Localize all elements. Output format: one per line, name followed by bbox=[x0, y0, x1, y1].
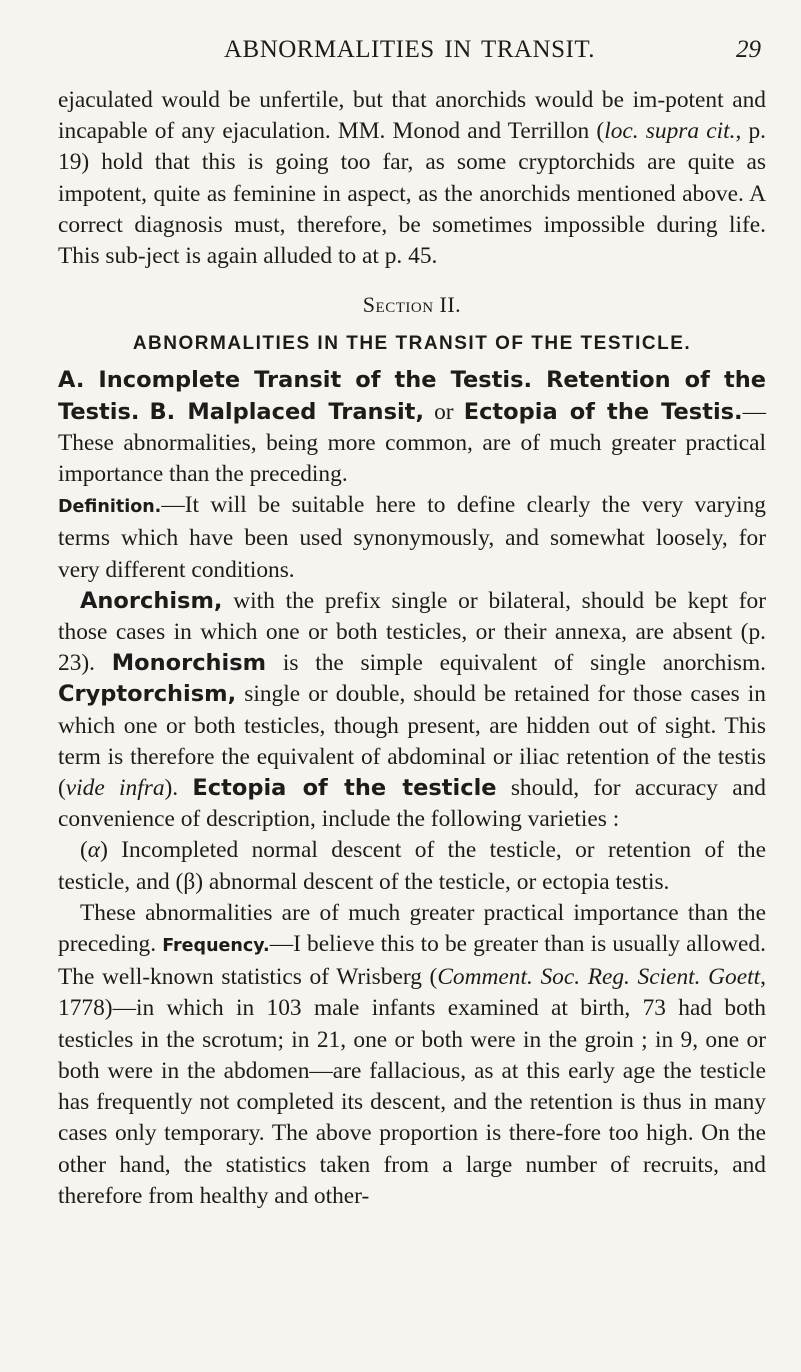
heading-incomplete-transit: A. Incomplete Transit of the Testis. Retention of the Testis. bbox=[58, 367, 766, 425]
section-label: Section II. bbox=[362, 292, 462, 318]
running-head bbox=[58, 36, 761, 66]
paragraph-definition: Definition.—It will be suitable here to define clearly the very varying terms which have been used synonymously, and somewhat loosely, for very different conditions. bbox=[58, 492, 766, 583]
paragraph-varieties: (α) Incompleted normal descent of the testicle, or retention of the testicle, and (β) abnormal descent of the testicle, or ectopia testis. bbox=[58, 837, 766, 895]
running-title: ABNORMALITIES IN TRANSIT. bbox=[223, 36, 596, 63]
section-title: ABNORMALITIES IN THE TRANSIT OF THE TESTICLE. bbox=[132, 333, 692, 355]
term-frequency: Frequency. bbox=[162, 936, 270, 957]
heading-ectopia: Ectopia of the Testis. bbox=[463, 398, 743, 425]
paragraph-terms: Anorchism, with the prefix single or bilateral, should be kept for those cases in which one or both testicles, or their annexa, are absent (p. 23). Monorchism is the simple equivalent of single anorchism. Cryptorchism, single or double, should be retained for those cases in which one or both testicles, though present, are hidden out of sight. This term is therefore the equivalent of abdominal or iliac retention of the testis (vide infra). Ectopia of the testicle should, for accuracy and convenience of description, include the following varieties : bbox=[58, 587, 766, 833]
term-anorchism: Anorchism, bbox=[80, 587, 223, 614]
heading-malplaced-transit: B. Malplaced Transit, bbox=[149, 398, 424, 425]
page-number: 29 bbox=[736, 36, 761, 63]
paragraph-frequency: These abnormalities are of much greater practical importance than the preceding. Frequency.—I believe this to be greater than is usually allowed. The well-known statistics of Wrisberg (Comment. Soc. Reg. Scient. Goett, 1778)—in which in 103 male infants examined at birth, 73 had both testicles in the scrotum; in 21, one or both were in the groin ; in 9, one or both were in the abdomen—are fallacious, as at this early age the testicle has frequently not completed its descent, and the retention is thus in many cases only temporary. The above proportion is there-fore too high. On the other hand, the statistics taken from a large number of recruits, and therefore from healthy and other- bbox=[58, 899, 766, 1209]
term-ectopia: Ectopia of the testicle bbox=[192, 775, 497, 802]
citation: loc. supra cit. bbox=[604, 118, 736, 145]
term-definition: Definition. bbox=[58, 497, 162, 518]
paragraph-retention-ectopia: A. Incomplete Transit of the Testis. Retention of the Testis. B. Malplaced Transit, or Ectopia of the Testis.—These abnormalities, being more common, are of much greater practical importance than the preceding. bbox=[58, 367, 766, 488]
page-body bbox=[58, 85, 766, 1212]
paragraph-continuation: ejaculated would be unfertile, but that anorchids would be im-potent and incapable of any ejaculation. MM. Monod and Terrillon (loc. supra cit., p. 19) hold that this is going too far, as some cryptorchids are quite as impotent, quite as feminine in aspect, as the anorchids mentioned above. A correct diagnosis must, therefore, be sometimes impossible during life. This sub-ject is again alluded to at p. 45. bbox=[58, 87, 766, 270]
vide-infra: vide infra bbox=[65, 775, 165, 802]
citation: Comment. Soc. Reg. Scient. Goett bbox=[437, 964, 761, 991]
term-cryptorchism: Cryptorchism, bbox=[58, 681, 237, 708]
term-monorchism: Monorchism bbox=[111, 650, 267, 677]
